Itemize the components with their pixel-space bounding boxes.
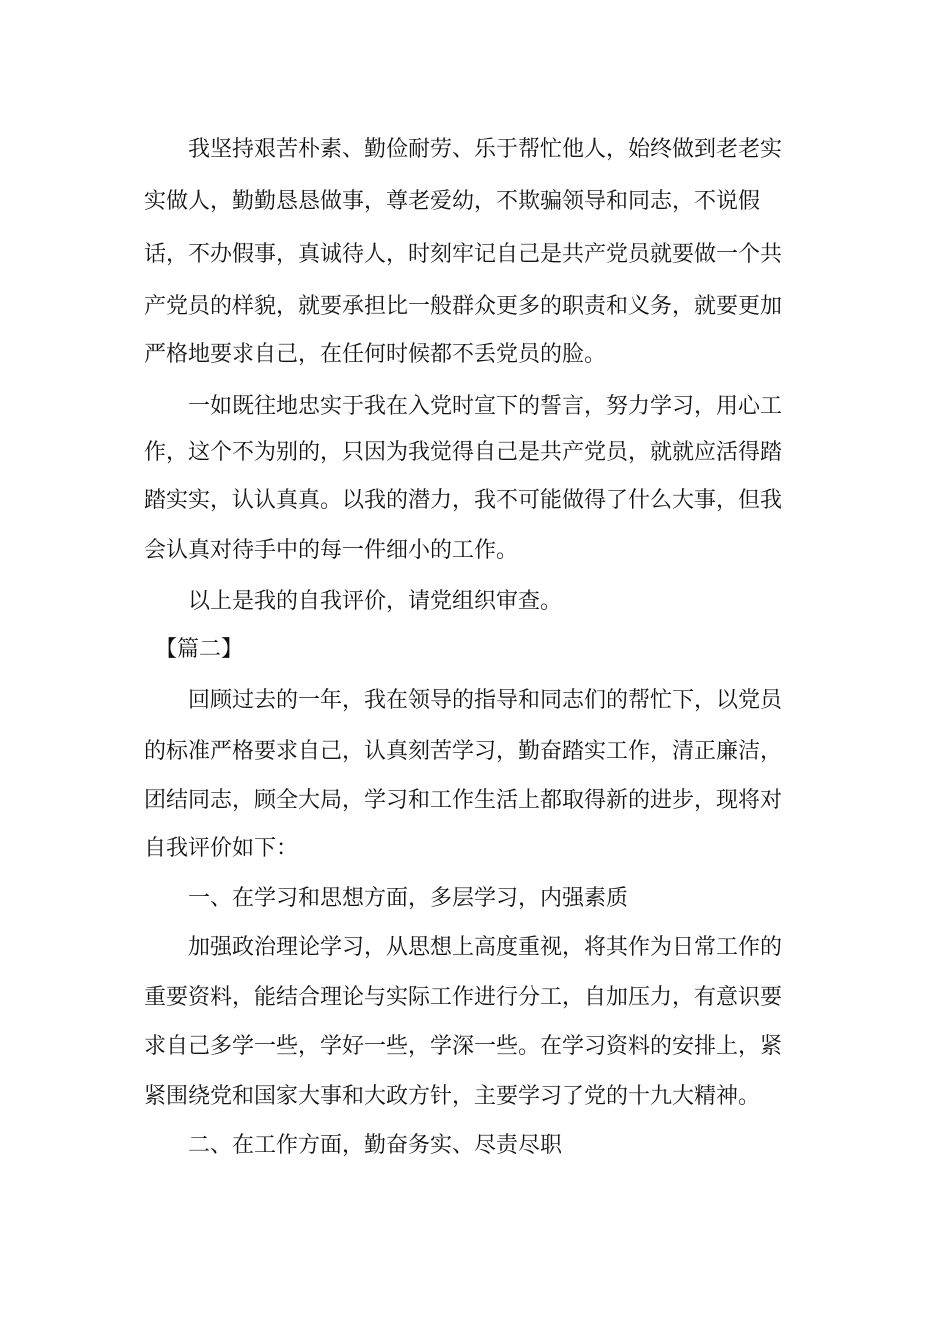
text-line: 以上是我的自我评价，请党组织审查。	[144, 589, 563, 614]
section-heading: 【篇二】	[144, 637, 244, 662]
text-line: 严格地要求自己，在任何时候都不丢党员的脸。	[144, 342, 607, 367]
text-line: 自我评价如下：	[144, 836, 299, 861]
text-line: 话，不办假事，真诚待人，时刻牢记自己是共产党员就要做一个共	[144, 242, 783, 267]
text-line: 实做人，勤勤恳恳做事，尊老爱幼，不欺骗领导和同志，不说假	[144, 189, 761, 214]
text-line: 回顾过去的一年，我在领导的指导和同志们的帮忙下，以党员	[144, 688, 783, 713]
text-line: 一如既往地忠实于我在入党时宣下的誓言，努力学习，用心工	[144, 394, 783, 419]
text-line: 的标准严格要求自己，认真刻苦学习，勤奋踏实工作，清正廉洁，	[144, 739, 783, 764]
text-line: 踏实实，认认真真。以我的潜力，我不可能做得了什么大事，但我	[144, 488, 783, 513]
subsection-heading: 一、在学习和思想方面，多层学习，内强素质	[144, 886, 629, 911]
text-line: 加强政治理论学习，从思想上高度重视，将其作为日常工作的	[144, 935, 783, 960]
text-line: 紧围绕党和国家大事和大政方针，主要学习了党的十九大精神。	[144, 1084, 761, 1109]
text-line: 我坚持艰苦朴素、勤俭耐劳、乐于帮忙他人，始终做到老老实	[144, 137, 783, 162]
text-line: 会认真对待手中的每一件细小的工作。	[144, 538, 519, 563]
subsection-heading: 二、在工作方面，勤奋务实、尽责尽职	[144, 1133, 563, 1158]
text-line: 产党员的样貌，就要承担比一般群众更多的职责和义务，就要更加	[144, 294, 783, 319]
text-line: 重要资料，能结合理论与实际工作进行分工，自加压力，有意识要	[144, 985, 783, 1010]
text-line: 团结同志，顾全大局，学习和工作生活上都取得新的进步，现将对	[144, 788, 783, 813]
text-line: 求自己多学一些，学好一些，学深一些。在学习资料的安排上，紧	[144, 1034, 783, 1059]
text-line: 作，这个不为别的，只因为我觉得自己是共产党员，就就应活得踏	[144, 440, 783, 465]
